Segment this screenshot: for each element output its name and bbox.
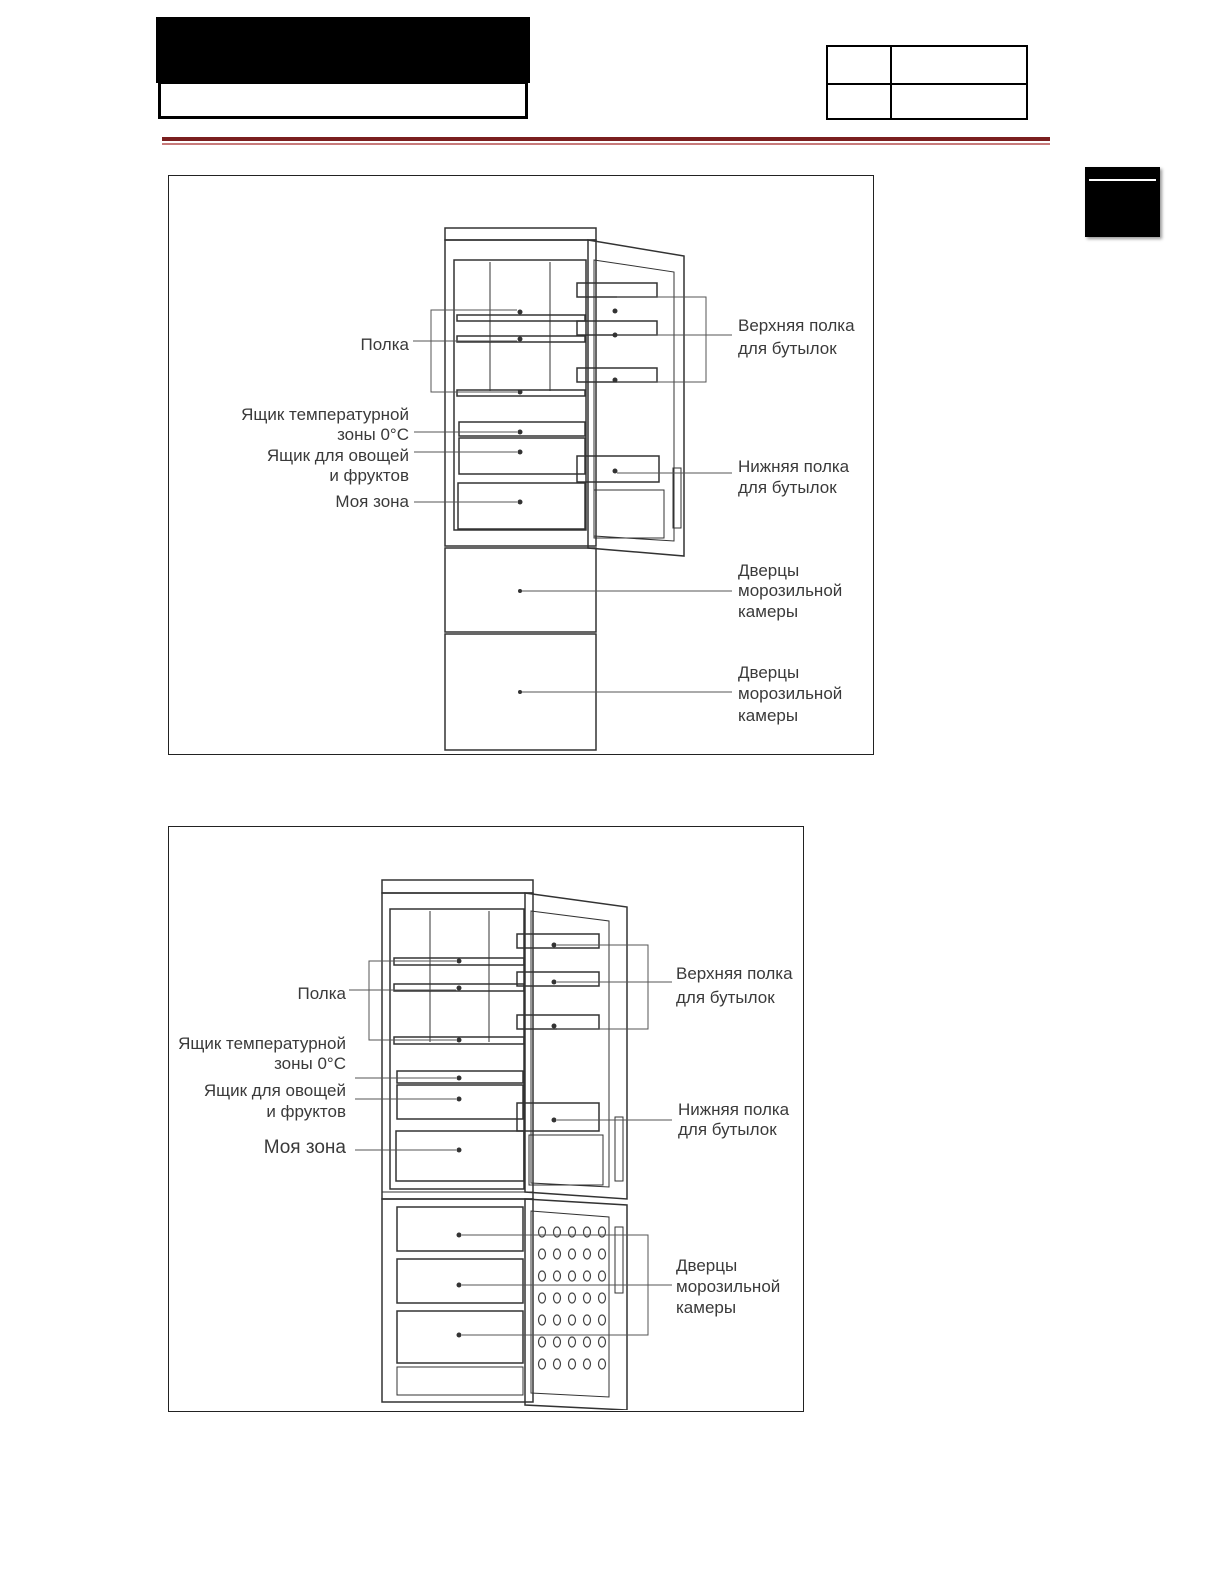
- label-freezer-door-line2: морозильной: [676, 1277, 781, 1296]
- label-my-zone: Моя зона: [335, 492, 409, 511]
- header-rule-shadow: [162, 143, 1050, 145]
- fridge-diagram-1: [169, 176, 872, 753]
- door-hole: [554, 1249, 561, 1259]
- label-shelf: Полка: [360, 335, 409, 354]
- door-hole: [599, 1271, 606, 1281]
- label-veg-box-line1: Ящик для овощей: [203, 1081, 346, 1100]
- label-lower-bottle-line2: для бутылок: [738, 478, 837, 497]
- label-veg-box-line2: и фруктов: [266, 1102, 346, 1121]
- label-zero-box-line2: зоны 0°C: [274, 1054, 346, 1073]
- label-freezer-door-a-line2: морозильной: [738, 581, 843, 600]
- door-hole: [584, 1293, 591, 1303]
- door-hole: [584, 1249, 591, 1259]
- door-hole: [569, 1249, 576, 1259]
- label-lower-bottle-line2: для бутылок: [678, 1120, 777, 1139]
- label-zero-box-line2: зоны 0°C: [337, 425, 409, 444]
- label-freezer-door-b-line1: Дверцы: [738, 663, 800, 682]
- label-freezer-door-a-line3: камеры: [738, 602, 799, 621]
- header-rule: [162, 137, 1050, 141]
- door-hole: [599, 1359, 606, 1369]
- label-freezer-door-b-line2: морозильной: [738, 684, 843, 703]
- header-title-block: [156, 17, 530, 83]
- door-hole: [569, 1293, 576, 1303]
- door-hole: [569, 1359, 576, 1369]
- label-lower-bottle-line1: Нижняя полка: [738, 457, 850, 476]
- door-hole: [569, 1337, 576, 1347]
- door-hole: [539, 1249, 546, 1259]
- door-hole: [599, 1337, 606, 1347]
- door-hole: [569, 1271, 576, 1281]
- door-hole: [599, 1249, 606, 1259]
- label-zero-box-line1: Ящик температурной: [241, 405, 409, 424]
- door-hole: [539, 1271, 546, 1281]
- door-hole: [599, 1293, 606, 1303]
- door-hole: [584, 1315, 591, 1325]
- door-hole: [569, 1315, 576, 1325]
- door-hole: [584, 1359, 591, 1369]
- label-veg-box-line1: Ящик для овощей: [266, 446, 409, 465]
- label-upper-bottle-line1: Верхняя полка: [676, 964, 793, 983]
- door-hole: [539, 1337, 546, 1347]
- door-hole: [599, 1315, 606, 1325]
- door-hole: [584, 1271, 591, 1281]
- diagram-2-frame: [168, 826, 804, 1412]
- door-hole: [539, 1293, 546, 1303]
- label-upper-bottle-line1: Верхняя полка: [738, 316, 855, 335]
- label-shelf: Полка: [297, 984, 346, 1003]
- section-tab: [1085, 167, 1160, 237]
- door-hole: [539, 1359, 546, 1369]
- fridge-diagram-2: [169, 827, 802, 1410]
- door-hole: [554, 1315, 561, 1325]
- door-hole: [554, 1293, 561, 1303]
- label-freezer-door-line3: камеры: [676, 1298, 737, 1317]
- door-hole: [554, 1337, 561, 1347]
- label-freezer-door-a-line1: Дверцы: [738, 561, 800, 580]
- door-hole: [554, 1271, 561, 1281]
- header-info-table: [826, 45, 1028, 120]
- label-freezer-door-b-line3: камеры: [738, 706, 799, 725]
- door-hole: [554, 1359, 561, 1369]
- label-upper-bottle-line2: для бутылок: [676, 988, 775, 1007]
- label-zero-box-line1: Ящик температурной: [178, 1034, 346, 1053]
- freezer-door-holes: [539, 1227, 606, 1369]
- label-freezer-door-line1: Дверцы: [676, 1256, 738, 1275]
- diagram-1-frame: [168, 175, 874, 755]
- door-hole: [584, 1337, 591, 1347]
- header-subtitle-block: [158, 81, 528, 119]
- label-veg-box-line2: и фруктов: [329, 466, 409, 485]
- label-upper-bottle-line2: для бутылок: [738, 339, 837, 358]
- label-lower-bottle-line1: Нижняя полка: [678, 1100, 790, 1119]
- label-my-zone: Моя зона: [263, 1137, 346, 1158]
- door-hole: [539, 1315, 546, 1325]
